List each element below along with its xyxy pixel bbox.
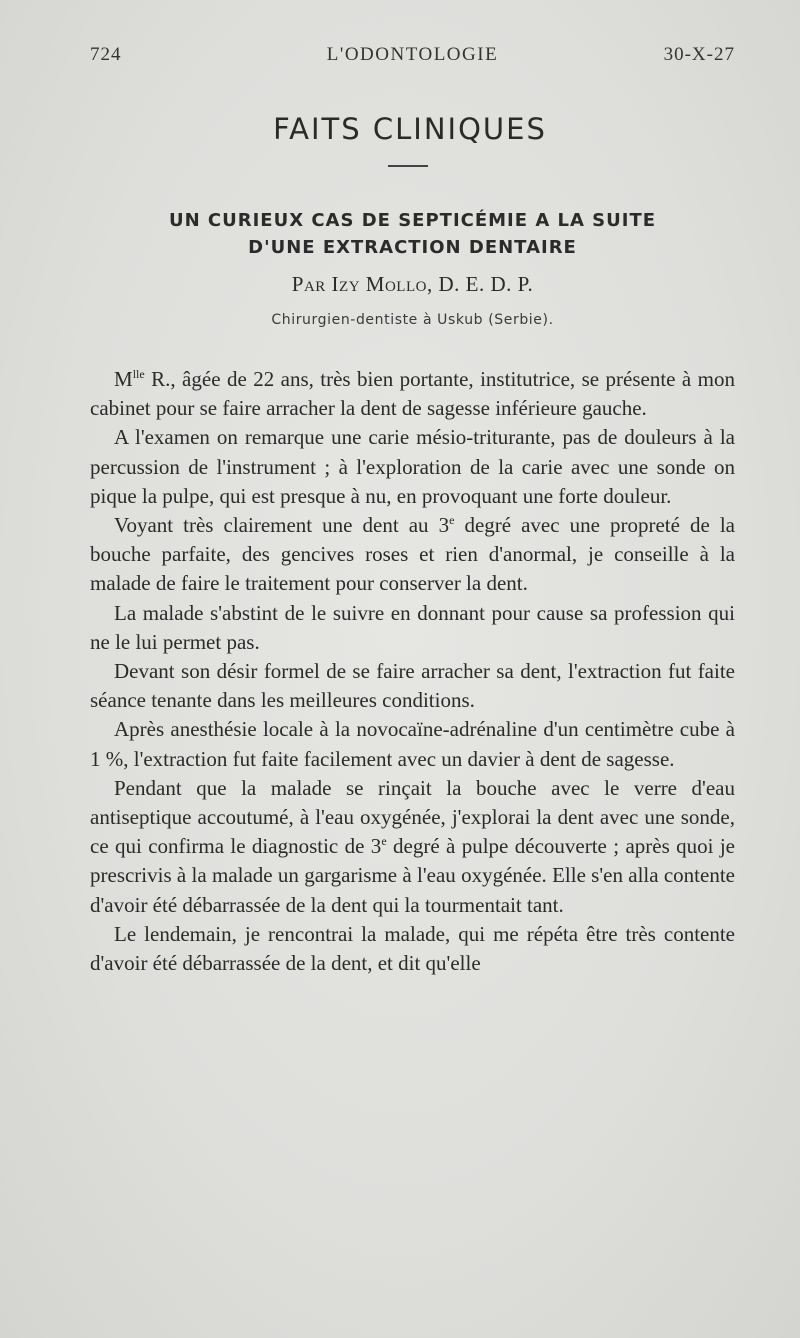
paragraph-4: La malade s'abstint de le suivre en donnant pour cause sa profession qui ne le lui permet pas. <box>90 600 735 654</box>
paragraph-7 <box>90 774 735 920</box>
paragraph-5: Devant son désir formel de se faire arracher sa dent, l'extraction fut faite séance tenante dans les meilleures conditions. <box>90 659 735 713</box>
paragraph-6: Après anesthésie locale à la novocaïne-adrénaline d'un centimètre cube à 1 %, l'extraction fut faite facilement avec un davier à dent de sagesse. <box>90 717 735 771</box>
article-title-line-2: D'UNE EXTRACTION DENTAIRE <box>248 237 577 258</box>
article-title-line-1: UN CURIEUX CAS DE SEPTICÉMIE A LA SUITE <box>168 210 657 231</box>
article-title <box>90 207 735 261</box>
paragraph-1 <box>90 365 735 423</box>
p1-superscript: lle <box>132 367 145 381</box>
author-byline: Par Izy Mollo, D. E. D. P. <box>291 272 534 296</box>
issue-date: 30-X-27 <box>663 44 735 65</box>
author-affiliation: Chirurgien-dentiste à Uskub (Serbie). <box>271 312 554 328</box>
p7-superscript: e <box>381 834 387 849</box>
p1-prefix: M <box>114 367 133 391</box>
p7-text-a: Pendant que la malade se rinçait la bouche avec le verre d'eau antiseptique accoutumé, à l'eau oxygénée, j'explorai la dent avec une sonde, ce qui confirma le diagnostic de 3 <box>90 775 735 859</box>
p3-superscript: e <box>449 513 455 528</box>
p3-text-b: degré avec une propreté de la bouche parfaite, des gencives roses et rien d'anormal, je conseille à la malade de faire le traitement pour conserver la dent. <box>90 513 735 596</box>
paragraph-8: Le lendemain, je rencontrai la malade, qui me répéta être très contente d'avoir été débarrassée de la dent, et dit qu'elle <box>90 921 735 976</box>
paragraph-2: A l'examen on remarque une carie mésio-triturante, pas de douleurs à la percussion de l'instrument ; à l'exploration de la carie avec une sonde on pique la pulpe, qui est presque à nu, en provoquant une forte douleur. <box>90 425 735 508</box>
p1-text: R., âgée de 22 ans, très bien portante, institutrice, se présente à mon cabinet pour se faire arracher la dent de sagesse inférieure gauche. <box>90 367 735 421</box>
title-divider <box>388 165 428 167</box>
article-body <box>90 365 735 978</box>
p7-text-b: degré à pulpe découverte ; après quoi je prescrivis à la malade un gargarisme à l'eau oxygénée. Elle s'en alla contente d'avoir été débarrassée de la dent qui la tourmentait tant. <box>90 834 735 917</box>
page-number: 724 <box>90 44 122 65</box>
running-head <box>90 44 735 74</box>
journal-title: L'ODONTOLOGIE <box>326 44 499 65</box>
section-title: FAITS CLINIQUES <box>273 112 547 146</box>
p3-text-a: Voyant très clairement une dent au 3 <box>114 513 450 538</box>
paragraph-3 <box>90 511 735 599</box>
